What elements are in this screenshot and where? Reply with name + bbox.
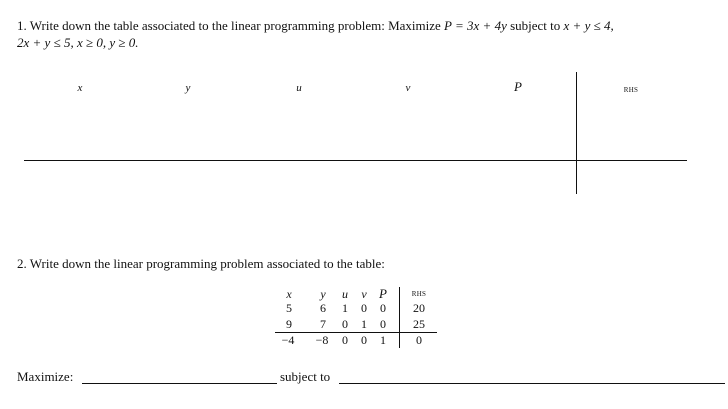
table2-header-y: y xyxy=(320,287,326,301)
table2-row xyxy=(281,333,441,347)
constraint-1: x + y ≤ 4, xyxy=(563,18,614,33)
table2-cell: 0 xyxy=(361,333,367,347)
table2-row xyxy=(281,301,441,315)
table2-cell: −4 xyxy=(281,333,295,347)
table1-header-v: v xyxy=(405,82,411,94)
objective-function: P = 3x + 4y xyxy=(444,18,507,33)
question-1-line-1 xyxy=(17,17,614,34)
table1-rhs-divider xyxy=(576,72,577,194)
table2-header-rhs: RHS xyxy=(411,290,427,298)
table1-header-y: y xyxy=(185,82,191,94)
table2-cell: 20 xyxy=(413,301,425,315)
subject-to-label: subject to xyxy=(280,369,331,384)
table2-cell: 6 xyxy=(320,301,326,315)
table2-cell: 0 xyxy=(342,333,348,347)
question-1-line-2: 2x + y ≤ 5, x ≥ 0, y ≥ 0. xyxy=(17,35,139,50)
table2-header-row xyxy=(281,287,441,301)
table2-header-v: v xyxy=(361,287,367,301)
table1-header-rhs: RHS xyxy=(623,86,639,94)
table2-cell: 25 xyxy=(413,317,425,331)
table2-header-u: u xyxy=(342,287,348,301)
constraints-answer-line[interactable] xyxy=(339,383,725,384)
table2-cell: 1 xyxy=(361,317,367,331)
table2-cell: 0 xyxy=(342,317,348,331)
question-2-text: 2. Write down the linear programming problem associated to the table: xyxy=(17,256,385,271)
maximize-label: Maximize: xyxy=(17,369,74,384)
table2-rhs-divider xyxy=(399,287,400,348)
question-1-prefix: 1. Write down the table associated to the linear programming problem: Maximize xyxy=(17,18,445,33)
table2-header-x: x xyxy=(286,287,292,301)
table1-header-p: P xyxy=(514,79,522,94)
table2-cell: 0 xyxy=(380,301,386,315)
table2-cell: 9 xyxy=(286,317,292,331)
table2-row xyxy=(281,317,441,331)
table2-cell: −8 xyxy=(315,333,329,347)
table2-cell: 1 xyxy=(380,333,386,347)
table2-header-p: P xyxy=(379,286,387,301)
table2-cell: 1 xyxy=(342,301,348,315)
table1-objective-divider xyxy=(24,160,687,161)
table2-cell: 0 xyxy=(380,317,386,331)
table2-cell: 0 xyxy=(361,301,367,315)
maximize-answer-line[interactable] xyxy=(82,383,277,384)
question-1-mid: subject to xyxy=(506,18,564,33)
table2-objective-divider xyxy=(275,332,437,333)
table2-cell: 7 xyxy=(320,317,326,331)
table1-header-u: u xyxy=(296,82,302,94)
table2-cell: 5 xyxy=(286,301,292,315)
table1-header-x: x xyxy=(77,82,83,94)
table2-cell: 0 xyxy=(416,333,422,347)
